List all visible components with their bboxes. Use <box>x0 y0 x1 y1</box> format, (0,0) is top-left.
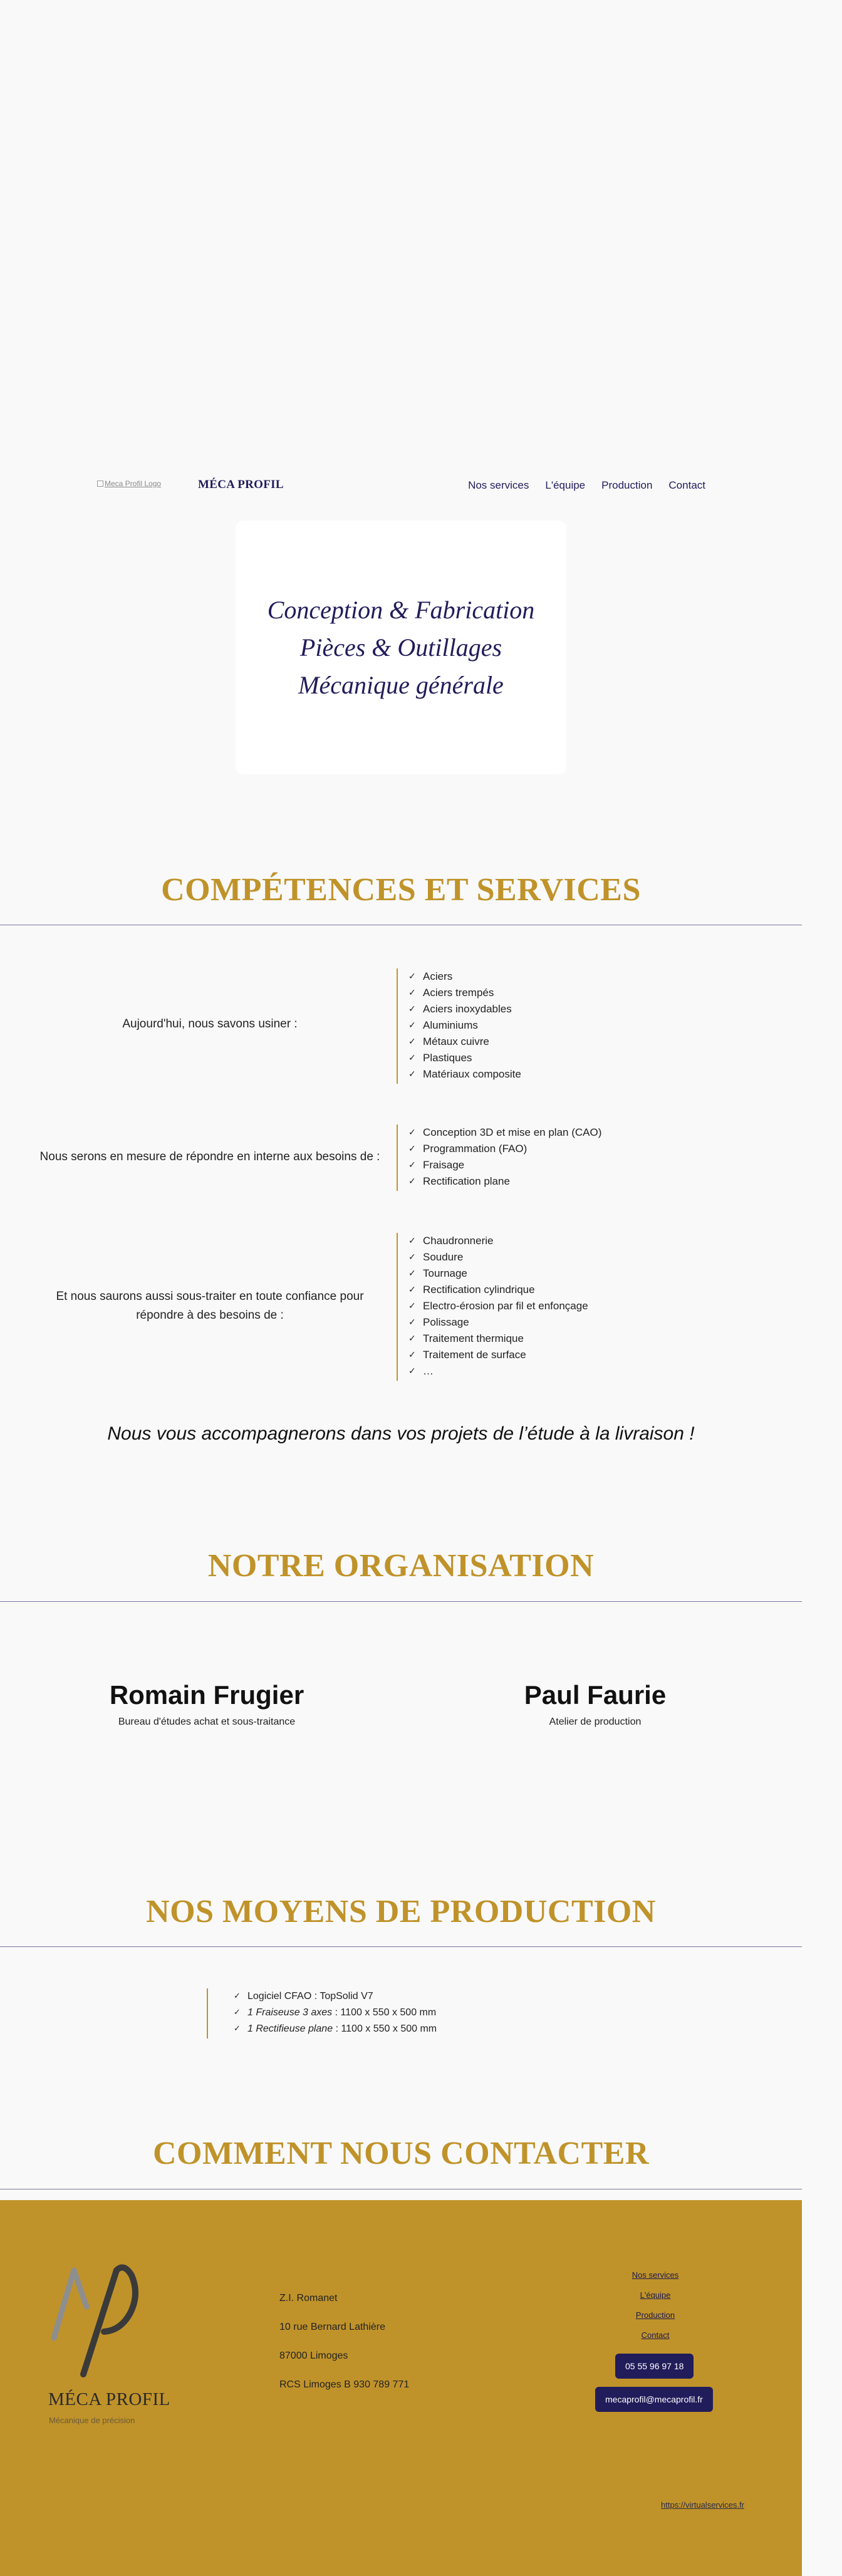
footer-brand: MÉCA PROFIL <box>48 2389 170 2409</box>
list-item: ✓ Matériaux composite <box>408 1066 521 1083</box>
address-line: 10 rue Bernard Lathière <box>279 2322 385 2332</box>
credit-link[interactable]: https://virtualservices.fr <box>661 2500 744 2510</box>
production-item-machine: 1 Rectifieuse plane <box>247 2023 333 2034</box>
list-accent-line <box>397 1233 398 1381</box>
nav-link-contact[interactable]: Contact <box>668 479 705 491</box>
competence-row-label: Nous serons en mesure de répondre en interne aux besoins de : <box>39 1150 380 1163</box>
nav-link-equipe[interactable]: L'équipe <box>545 479 586 491</box>
hero-card <box>236 521 566 774</box>
production-item-spec: : 1100 x 550 x 500 mm <box>333 2023 437 2034</box>
team-member-name: Romain Frugier <box>109 1680 304 1710</box>
list-item: ✓ Aluminiums <box>408 1017 521 1034</box>
team-member-role: Atelier de production <box>549 1716 642 1727</box>
list-item: ✓ Fraisage <box>408 1157 601 1173</box>
list-item: ✓ Plastiques <box>408 1050 521 1066</box>
hero-line: Pièces & Outillages <box>299 633 502 662</box>
logo-alt-text: Meca Profil Logo <box>105 479 162 488</box>
main-nav <box>468 479 705 492</box>
section-title-contact: COMMENT NOUS CONTACTER <box>152 2136 649 2171</box>
address-line: RCS Limoges B 930 789 771 <box>279 2379 410 2390</box>
phone-button[interactable]: 05 55 96 97 18 <box>615 2354 694 2379</box>
address-line: Z.I. Romanet <box>279 2293 338 2303</box>
section-title-production: NOS MOYENS DE PRODUCTION <box>146 1894 656 1929</box>
list-item: ✓ Traitement de surface <box>408 1347 588 1363</box>
list-item: ✓ Tournage <box>408 1265 588 1282</box>
list-item: ✓ Aciers inoxydables <box>408 1001 521 1017</box>
competence-row-label: Aujourd'hui, nous savons usiner : <box>122 1017 298 1031</box>
footer-link-contact[interactable]: Contact <box>641 2330 670 2340</box>
list-item: ✓ … <box>408 1363 588 1379</box>
production-item-spec: : 1100 x 550 x 500 mm <box>332 2007 437 2018</box>
site-header <box>0 473 802 498</box>
section-divider <box>0 1601 802 1602</box>
footer-link-services[interactable]: Nos services <box>632 2270 679 2280</box>
list-item: ✓ Programmation (FAO) <box>408 1141 601 1157</box>
production-list <box>234 1988 437 2037</box>
list-accent-line <box>397 969 398 1084</box>
list-item: ✓ Rectification cylindrique <box>408 1282 588 1298</box>
meca-profil-logo-icon <box>49 2263 155 2382</box>
competence-list <box>408 969 521 1083</box>
list-item: ✓ Conception 3D et mise en plan (CAO) <box>408 1124 601 1141</box>
broken-image-icon <box>97 480 103 487</box>
list-item: ✓ Rectification plane <box>408 1173 601 1190</box>
production-item-machine: 1 Fraiseuse 3 axes <box>247 2007 333 2018</box>
footer-address <box>279 2293 409 2408</box>
site-footer <box>0 2200 802 2576</box>
team-member <box>439 1679 752 1728</box>
list-accent-line <box>207 1988 208 2038</box>
production-item <box>234 2021 437 2037</box>
list-accent-line <box>397 1124 398 1191</box>
competence-list <box>408 1124 601 1190</box>
team-member-role: Bureau d'études achat et sous-traitance <box>118 1716 296 1727</box>
list-item: ✓ Aciers <box>408 969 521 985</box>
address-line: 87000 Limoges <box>279 2350 348 2361</box>
production-item-spec: Logiciel CFAO : TopSolid V7 <box>247 1991 373 2002</box>
list-item: ✓ Métaux cuivre <box>408 1034 521 1050</box>
production-item <box>234 2005 437 2021</box>
list-item: ✓ Polissage <box>408 1314 588 1331</box>
hero-line: Mécanique générale <box>298 670 504 699</box>
nav-link-production[interactable]: Production <box>601 479 653 491</box>
email-button[interactable]: mecaprofil@mecaprofil.fr <box>595 2387 713 2412</box>
footer-nav <box>593 2270 718 2350</box>
footer-link-production[interactable]: Production <box>635 2310 675 2320</box>
section-title-organisation: NOTRE ORGANISATION <box>207 1548 595 1584</box>
footer-subtitle: Mécanique de précision <box>49 2416 135 2425</box>
brand-name[interactable]: MÉCA PROFIL <box>198 478 284 491</box>
footer-link-equipe[interactable]: L'équipe <box>640 2290 671 2300</box>
nav-link-services[interactable]: Nos services <box>468 479 529 491</box>
team-member <box>50 1679 363 1728</box>
hero-line: Conception & Fabrication <box>267 595 535 624</box>
tagline: Nous vous accompagnerons dans vos projets de l’étude à la livraison ! <box>107 1423 695 1444</box>
list-item: ✓ Chaudronnerie <box>408 1233 588 1249</box>
section-title-competences: COMPÉTENCES ET SERVICES <box>161 872 641 908</box>
list-item: ✓ Soudure <box>408 1249 588 1265</box>
production-item <box>234 1988 437 2005</box>
logo-image[interactable] <box>97 479 161 488</box>
list-item: ✓ Aciers trempés <box>408 985 521 1001</box>
list-item: ✓ Electro-érosion par fil et enfonçage <box>408 1298 588 1314</box>
list-item: ✓ Traitement thermique <box>408 1331 588 1347</box>
team-member-name: Paul Faurie <box>524 1680 667 1710</box>
competence-list <box>408 1233 588 1379</box>
competence-row-label: Et nous saurons aussi sous-traiter en toute confiance pour répondre à des besoins de : <box>56 1290 364 1322</box>
section-divider <box>0 1946 802 1947</box>
